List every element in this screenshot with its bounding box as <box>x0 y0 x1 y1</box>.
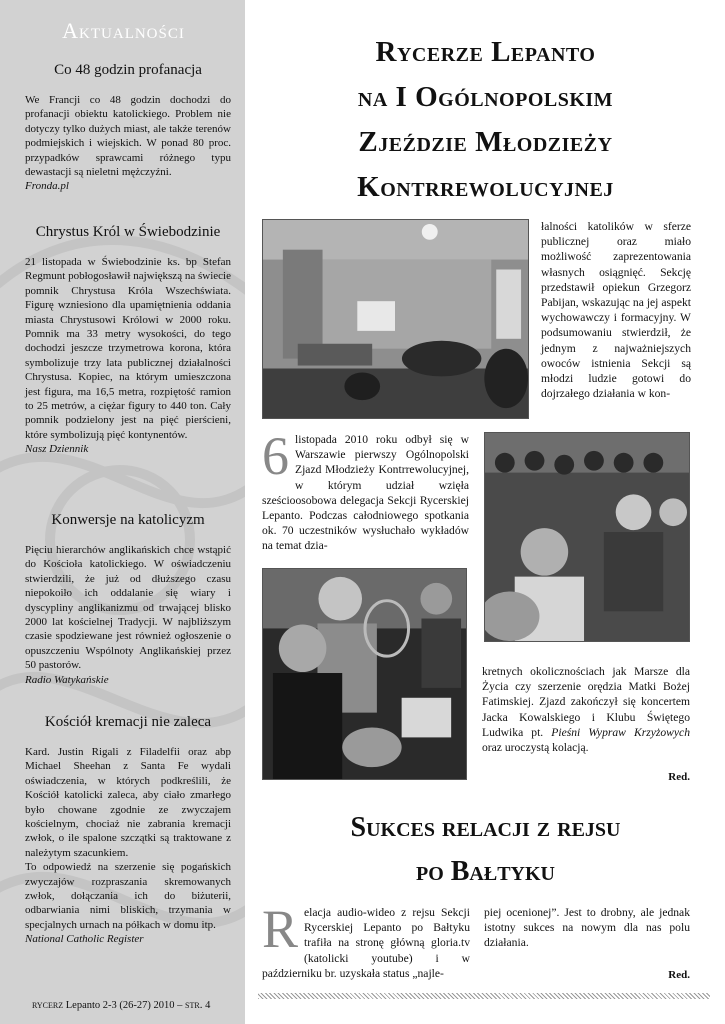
article2-column-2: piej ocenionej”. Jest to drobny, ale jednak istotny sukces na nowym dla nas polu działania. <box>484 906 690 950</box>
section-title: Aktualności <box>62 18 185 43</box>
decorative-rule <box>258 993 710 999</box>
article-lead: listopada 2010 roku odbył się w Warszawie pierwszy Ogólnopolski Zjazd Młodzieży Kontrrewolucyjnej, w którym udział wzięła sześcioosobowa delegacja Sekcji Rycerskiej Lepanto. Podczas całodniowego spotkania ok. 70 uczestników wysłuchało wykładów na temat dzia- <box>262 433 469 553</box>
news-body: Kard. Justin Rigali z Filadelfii oraz abp Michael Sheehan z Santa Fe wydali oświadczenia, w których podkreślili, że Kościół katolicki zaleca, aby ciało zmarłego było chowane zgodnie ze zwyczajem kościelnym, chociaż nie zabrania kremacji zwłok, o ile spalone szczątki są traktowane z należytym szacunkiem. <box>25 746 231 859</box>
news-title: Konwersje na katolicyzm <box>51 512 205 528</box>
headline-line: Kontrrewolucyjnej <box>357 171 614 203</box>
news-body-continued: To odpowiedź na szerzenie się pogańskich zwyczajów rozpraszania skremowanych zwłok, dołączania ich do biżuterii, odbarwiania nimi bliskich, trzymania w specjalnych urnach na półkach w domu itp. <box>25 861 231 931</box>
news-source: National Catholic Register <box>25 933 144 946</box>
photo-conference-hall-image <box>263 220 528 418</box>
drop-cap: R <box>262 899 299 959</box>
article2-column-1 <box>262 899 470 981</box>
news-item <box>25 714 231 946</box>
footer-issue: 2-3 (26-27) 2010 – <box>102 1000 183 1011</box>
article2-lead: elacja audio-wideo z rejsu Sekcji Rycerskiej Lepanto po Bałtyku trafiła na stronę główną gloria.tv (katolicki youtube) i w październiku br. uzyskała status „najle- <box>262 906 470 980</box>
news-body: Pięciu hierarchów anglikańskich chce wstąpić do Kościoła katolickiego. W oświadczeniu stwierdzili, że już od dłuższego czasu niepokoiło ich oddalanie się wiary i dyscypliny anglikanizmu od trwającej blisko 2000 lat kościelnej Tradycji. W najbliższym czasie spodziewane jest również ogłoszenie o opuszczeniu Wspólnoty Anglikańskiej przez 50 pastorów. <box>25 544 231 672</box>
headline-line: po Bałtyku <box>415 856 555 887</box>
news-title: Chrystus Król w Świebodzinie <box>35 224 221 240</box>
article-column-3 <box>482 664 690 755</box>
news-source: Nasz Dziennik <box>25 443 89 456</box>
photo-concert-image <box>263 569 466 779</box>
page-footer <box>32 999 210 1011</box>
article-text-end: oraz uroczystą kolacją. <box>482 741 589 755</box>
news-title: Kościół kremacji nie zaleca <box>44 714 212 730</box>
article-column-2: łalności katolików w sferze publicznej oraz miało możliwość zaprezentowania własnych osiągnięć. Sekcję przedstawił opiekun Grzegorz Pabijan, wskazując na jej aspekt wychowawczy i formacyjny. W podsumowaniu stwierdził, że jednym z najważniejszych owoców istnienia Sekcji są młodzi ludzie gotowi do dojrzałego działania w kon- <box>541 220 691 401</box>
news-body: We Francji co 48 godzin dochodzi do profanacji obiektu katolickiego. Problem nie dotyczy tylko dużych miast, ale także terenów podmiejskich i wiejskich. W ponad 80 proc. przypadków sprawcami różnego typu dewastacji są nieletni mężczyźni. <box>25 94 231 179</box>
footer-page-label: str. <box>185 999 203 1011</box>
photo-conference-hall <box>262 219 529 419</box>
news-item <box>25 224 231 456</box>
drop-cap: 6 <box>262 426 289 486</box>
news-body: 21 listopada w Świebodzinie ks. bp Stefan Regmunt pobłogosławił największą na świecie pomnik Chrystusa Króla Wszechświata. Figurę wzniesiono dla upamiętnienia oddania miasta Chrystusowi Królowi w 2000 roku. Pomnik ma 33 metry wysokości, do tego dochodzi jeszcze trzymetrowa korona, która symbolizuje trzy lata publicznej działalności Chrystusa. Kopiec, na którym umieszczona jest figura, ma 16,5 metra, rozpiętość ramion to 25 metrów, a ciężar figury to 440 ton. Cały pomnik podzielony jest na pięć pierścieni, które symbolizują pięć kontynentów. <box>25 256 231 441</box>
article2-headline <box>258 806 713 894</box>
footer-page-number: 4 <box>205 1000 211 1011</box>
headline-line: Sukces relacji z rejsu <box>350 812 621 843</box>
news-source: Fronda.pl <box>25 180 69 193</box>
article-text: kretnych okolicznościach jak Marsze dla Życia czy szerzenie orędzia Matki Bożej Fatimskiej. Zjazd zakończył się koncertem Jacka Kowalskiego i Klubu Świętego Ludwika pt. <box>482 665 690 739</box>
sidebar <box>0 0 245 1024</box>
concert-title: Pieśni Wypraw Krzyżowych <box>551 725 691 739</box>
headline-line: Rycerze Lepanto <box>375 36 596 68</box>
headline-line: Zjeździe Młodzieży <box>358 126 613 158</box>
news-item <box>25 512 231 687</box>
article-headline <box>258 30 713 210</box>
photo-concert <box>262 568 467 780</box>
news-source: Radio Watykańskie <box>25 673 109 686</box>
headline-line: na I Ogólnopolskim <box>357 81 614 113</box>
footer-prefix: rycerz <box>32 999 64 1011</box>
article-signature: Red. <box>668 771 690 783</box>
photo-audience <box>484 432 690 642</box>
article2-signature: Red. <box>668 969 690 981</box>
article-column-1 <box>262 426 469 554</box>
photo-audience-image <box>485 433 689 641</box>
news-title: Co 48 godzin profanacja <box>54 62 202 78</box>
footer-magazine: Lepanto <box>65 1000 101 1011</box>
news-item <box>25 62 231 193</box>
